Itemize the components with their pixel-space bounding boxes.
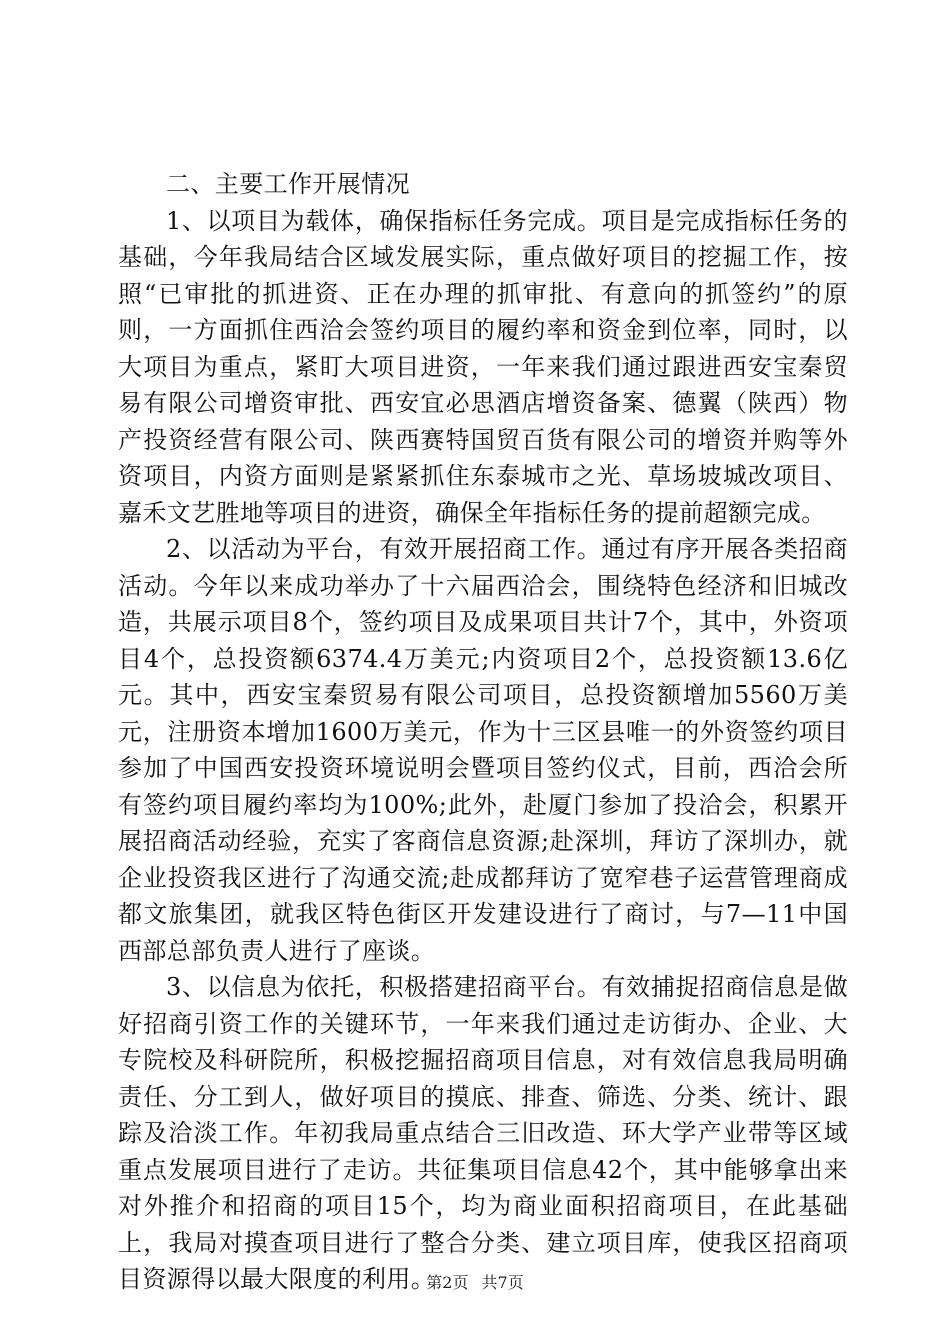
paragraph-projects: 1、以项目为载体，确保指标任务完成。项目是完成指标任务的基础，今年我局结合区域发展实际，重点做好项目的挖掘工作，按照“已审批的抓进资、正在办理的抓审批、有意向的抓签约”的原则，一方面抓住西洽会签约项目的履约率和资金到位率，同时，以大项目为重点，紧盯大项目进资，一年来我们通过跟进西安宝秦贸易有限公司增资审批、西安宜必思酒店增资备案、德翼（陕西）物产投资经营有限公司、陕西赛特国贸百货有限公司的增资并购等外资项目，内资方面则是紧紧抓住东泰城市之光、草场坡城改项目、嘉禾文艺胜地等项目的进资，确保全年指标任务的提前超额完成。	[118, 206, 848, 527]
page-total: 共7页	[481, 1273, 524, 1292]
section-heading: 二、主要工作开展情况	[166, 170, 410, 198]
document-body	[118, 166, 848, 1298]
paragraph-activities: 2、以活动为平台，有效开展招商工作。通过有序开展各类招商活动。今年以来成功举办了十六届西洽会，围绕特色经济和旧城改造，共展示项目8个，签约项目及成果项目共计7个，其中，外资项目4个，总投资额6374.4万美元;内资项目2个，总投资额13.6亿元。其中，西安宝秦贸易有限公司项目，总投资额增加5560万美元，注册资本增加1600万美元，作为十三区县唯一的外资签约项目参加了中国西安投资环境说明会暨项目签约仪式，目前，西洽会所有签约项目履约率均为100%;此外，赴厦门参加了投洽会，积累开展招商活动经验，充实了客商信息资源;赴深圳，拜访了深圳办，就企业投资我区进行了沟通交流;赴成都拜访了宽窄巷子运营管理商成都文旅集团，就我区特色街区开发建设进行了商讨，与7—11中国西部总部负责人进行了座谈。	[118, 535, 848, 965]
page-footer	[0, 1270, 950, 1293]
paragraph-information: 3、以信息为依托，积极搭建招商平台。有效捕捉招商信息是做好招商引资工作的关键环节，一年来我们通过走访街办、企业、大专院校及科研院所，积极挖掘招商项目信息，对有效信息我局明确责任、分工到人，做好项目的摸底、排查、筛选、分类、统计、跟踪及洽淡工作。年初我局重点结合三旧改造、环大学产业带等区域重点发展项目进行了走访。共征集项目信息42个，其中能够拿出来对外推介和招商的项目15个，均为商业面积招商项目，在此基础上，我局对摸查项目进行了整合分类、建立项目库，使我区招商项目资源得以最大限度的利用。	[118, 973, 848, 1293]
page-number: 第2页	[426, 1273, 469, 1292]
